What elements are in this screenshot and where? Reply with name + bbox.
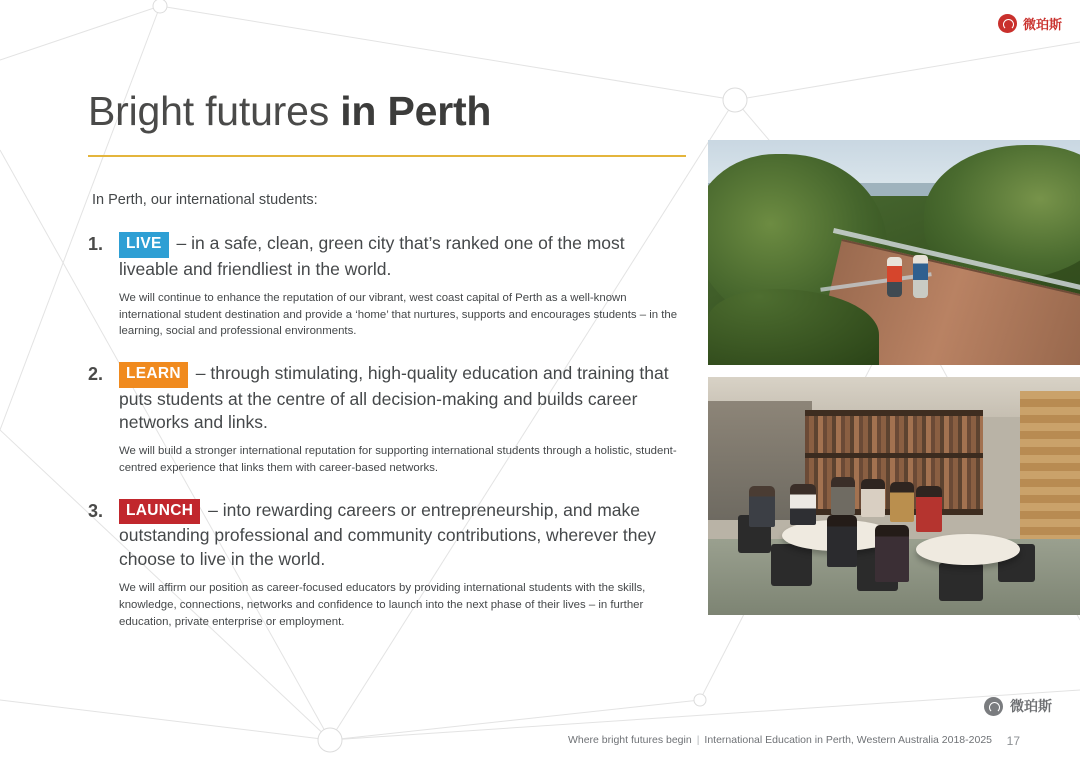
- list-item-detail: We will continue to enhance the reputation of our vibrant, west coast capital of Perth as a well-known international student destination and provide a ‘home’ that nurtures, supports and encourages students – in the learning, social and professional environments.: [119, 291, 678, 338]
- list-item-lead: [119, 232, 688, 281]
- list-item: [88, 362, 688, 477]
- treetop-walk-photo: [708, 140, 1080, 365]
- list-item-number: 2.: [88, 364, 104, 385]
- list-item-lead-text: – through stimulating, high-quality education and training that puts students at the centre of all decision-making and builds career networks and links.: [119, 363, 669, 433]
- footer-caption: [568, 734, 992, 746]
- page-title-bold: in Perth: [340, 88, 492, 134]
- list-item-lead-text: – in a safe, clean, green city that’s ranked one of the most liveable and friendliest in the world.: [119, 233, 625, 279]
- list-item: [88, 232, 688, 340]
- watermark-bottom-right: [984, 696, 1052, 716]
- intro-text: In Perth, our international students:: [92, 192, 318, 208]
- page-title-light: Bright futures: [88, 88, 341, 134]
- watermark-logo-icon: [998, 14, 1017, 33]
- list-item-number: 1.: [88, 234, 104, 254]
- watermark-logo-icon: [984, 697, 1003, 716]
- watermark-bottom-label: 微珀斯: [1010, 698, 1052, 714]
- footer-separator: |: [696, 734, 700, 746]
- pillar-tag-launch: LAUNCH: [119, 499, 200, 525]
- watermark-top-label: 微珀斯: [1022, 17, 1062, 32]
- pillar-tag-live: LIVE: [119, 232, 169, 258]
- footer-left-text: Where bright futures begin: [567, 734, 692, 746]
- list-item-lead-text: – into rewarding careers or entrepreneurship, and make outstanding professional and community contributions, wherever they choose to live in the world.: [119, 499, 656, 569]
- title-rule-accent: [88, 155, 686, 157]
- list-item-detail: We will affirm our position as career-focused educators by providing international students with the skills, knowledge, connections, networks and confidence to launch into the next phase of their lives – in further education, private enterprise or employment.: [119, 581, 646, 628]
- watermark-top-right: [998, 14, 1062, 33]
- page-title: [88, 88, 491, 135]
- library-study-photo: [708, 377, 1080, 615]
- pillars-list: [88, 232, 688, 652]
- list-item-detail: We will build a stronger international reputation for supporting international students through a holistic, student-centred experience that links them with career-based networks.: [119, 445, 677, 475]
- page-number: 17: [1006, 734, 1020, 748]
- list-item-number: 3.: [88, 500, 104, 521]
- footer-right-text: International Education in Perth, Western Australia 2018-2025: [704, 734, 992, 746]
- list-item: [88, 499, 688, 630]
- list-item-lead: [119, 362, 688, 434]
- pillar-tag-learn: LEARN: [119, 362, 188, 388]
- list-item-lead: [119, 499, 688, 571]
